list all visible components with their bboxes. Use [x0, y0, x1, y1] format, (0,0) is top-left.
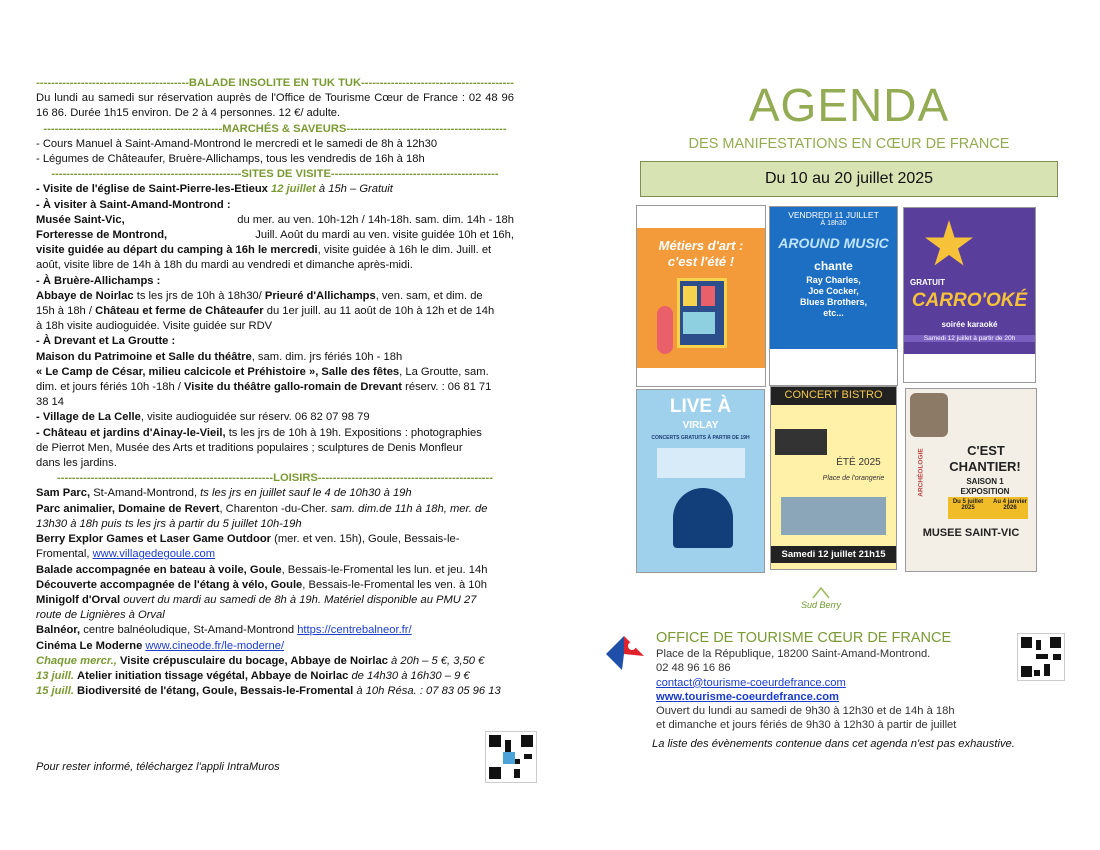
loisir-parc: Parc animalier, Domaine de Revert, Charenton -du-Cher. sam. dim.de 11h à 18h, mer. de [36, 502, 488, 515]
poster-line: chante [814, 259, 853, 273]
loisir-berry-line2: Fromental, www.villagedegoule.com [36, 548, 216, 561]
poster-sub: CONCERTS GRATUITS À PARTIR DE 19H [651, 435, 750, 441]
visit-musee: Musée Saint-Vic, du mer. au ven. 10h-12h / 14h-18h. sam. dim. 14h - 18h [36, 213, 514, 226]
loisir-balneor: Balnéor, centre balnéoludique, St-Amand-Montrond https://centrebalneor.fr/ [36, 624, 412, 637]
office-phone: 02 48 96 16 86 [656, 662, 731, 675]
office-website-link[interactable]: www.tourisme-coeurdefrance.com [656, 690, 839, 703]
poster-around-music [769, 206, 898, 386]
poster-date: VENDREDI 11 JUILLET [788, 210, 879, 220]
date-range: Du 10 au 20 juillet 2025 [764, 170, 934, 187]
visit-chateaufer-line2: à 18h visite audioguidée. Visite guidée sur RDV [36, 320, 273, 333]
poster-metiers-d-art [636, 205, 766, 387]
loisir-velo: Découverte accompagnée de l'étang à vélo, Goule, Bessais-le-Fromental les ven. à 10h [36, 578, 487, 591]
poster-place: Place de l'orangerie [822, 475, 885, 482]
visit-chateaufer: 15h à 18h / Château et ferme de Châteaufer du 1er juill. au 11 août de 10h à 12h et de 14h [36, 305, 495, 318]
poster-title: CARRO'OKÉ [911, 290, 1028, 311]
poster-title: AROUND MUSIC [778, 235, 889, 251]
marche-item: - Légumes de Châteaufer, Bruère-Allichamps, tous les vendredis de 16h à 18h [36, 153, 425, 166]
poster-from: Du 5 juillet 2025 [952, 499, 984, 511]
office-email-link[interactable]: contact@tourisme-coeurdefrance.com [656, 676, 846, 689]
office-tourisme-logo [602, 632, 648, 672]
goule-link[interactable]: www.villagedegoule.com [92, 548, 216, 561]
visit-maison: Maison du Patrimoine et Salle du théâtre, sam. dim. jrs fériés 10h - 18h [36, 350, 403, 363]
poster-date: Samedi 12 juillet 21h15 [771, 546, 896, 563]
agenda-title: AGENDA [748, 79, 950, 131]
poster-line: Blues Brothers, [799, 297, 868, 307]
subsection-title: - À Bruère-Allichamps : [36, 274, 161, 287]
office-address: Place de la République, 18200 Saint-Amand-Montrond. [656, 648, 931, 660]
subsection-title: - À visiter à Saint-Amand-Montrond : [36, 198, 231, 211]
loisir-berry: Berry Explor Games et Laser Game Outdoor (mer. et ven. 15h), Goule, Bessais-le- [36, 533, 460, 546]
visit-theatre: dim. et jours fériés 10h -18h / Visite du théâtre gallo-romain de Drevant réserv. : 06 81 71 [36, 381, 492, 394]
tuktuk-text: Du lundi au samedi sur réservation auprès de l'Office de Tourisme Cœur de France : 02 48 96 16 86. Durée 1h15 environ. De 2 à 4 personnes. 12 €/ adulte. [36, 92, 514, 120]
section-header-sites: ---------------------------------------------------SITES DE VISITE--------------------------------------------- [51, 168, 499, 181]
poster-season: SAISON 1 [966, 477, 1004, 486]
poster-museum: MUSEE SAINT-VIC [922, 527, 1020, 539]
office-qr-code [1017, 633, 1065, 681]
section-header-loisirs: ----------------------------------------------------------LOISIRS----------------------------------------------- [57, 472, 493, 485]
poster-to: Au 4 janvier 2026 [992, 499, 1027, 511]
loisir-minigolf: Minigolf d'Orval ouvert du mardi au samedi de 8h à 19h. Matériel disponible au PMU 27 [36, 593, 477, 606]
poster-concert-bistro [770, 386, 897, 570]
left-column [36, 76, 514, 699]
event-tissage: 13 juill. Atelier initiation tissage végétal, Abbaye de Noirlac de 14h30 à 16h30 – 9 € [36, 669, 470, 682]
office-hours: et dimanche et jours fériés de 9h30 à 12h30 à partir de juillet [656, 719, 957, 732]
poster-title: CHANTIER! [949, 459, 1021, 474]
poster-line: c'est l'été ! [667, 254, 735, 269]
section-header-tuktuk: -----------------------------------------BALADE INSOLITE EN TUK TUK----------------------------------------- [36, 77, 514, 89]
poster-live-virlay [636, 389, 765, 573]
svg-text:Sud Berry: Sud Berry [800, 600, 842, 610]
poster-line: Métiers d'art : [658, 238, 744, 253]
marche-item: - Cours Manuel à Saint-Amand-Montrond le mercredi et le samedi de 8h à 12h30 [36, 137, 438, 150]
disclaimer-note: La liste des évènements contenue dans cet agenda n'est pas exhaustive. [652, 737, 1015, 750]
visit-noirlac: Abbaye de Noirlac ts les jrs de 10h à 18h30/ Prieuré d'Allichamps, ven. sam, et dim. de [36, 289, 483, 302]
poster-date: Samedi 12 juillet à partir de 20h [904, 335, 1035, 342]
loisir-bateau: Balade accompagnée en bateau à voile, Goule, Bessais-le-Fromental les lun. et jeu. 14h [36, 563, 488, 576]
loisir-cinema: Cinéma Le Moderne www.cineode.fr/le-moderne/ [36, 639, 285, 652]
section-header-marches: ------------------------------------------------MARCHÉS & SAVEURS------------------------------------------- [43, 122, 507, 135]
poster-line: Ray Charles, [806, 275, 861, 285]
intramuros-qr-code [485, 731, 537, 783]
poster-season: ÉTÉ 2025 [836, 457, 881, 468]
visit-theatre-line2: 38 14 [36, 396, 64, 409]
poster-free: GRATUIT [910, 278, 945, 287]
poster-title: C'EST [967, 443, 1005, 458]
visit-ainay-line2: de Pierrot Men, Musée des Arts et traditions populaires ; sculptures de Denis Monfleur [36, 441, 463, 454]
poster-line: Joe Cocker, [808, 286, 859, 296]
agenda-subtitle: DES MANIFESTATIONS EN CŒUR DE FRANCE [688, 136, 1010, 152]
visit-forteresse-line3: août, visite libre de 14h à 18h du mardi au vendredi et dimanche après-midi. [36, 259, 413, 272]
poster-cest-le-chantier [905, 388, 1037, 572]
poster-expo: EXPOSITION [960, 487, 1010, 496]
poster-sub: soirée karaoké [941, 320, 998, 329]
poster-carrooke [903, 207, 1036, 383]
balneor-link[interactable]: https://centrebalneor.fr/ [297, 624, 412, 637]
subsection-title: - À Drevant et La Groutte : [36, 335, 176, 348]
office-info [652, 629, 1015, 751]
office-title: OFFICE DE TOURISME CŒUR DE FRANCE [656, 630, 952, 646]
office-hours: Ouvert du lundi au samedi de 9h30 à 12h30 et de 14h à 18h [656, 705, 955, 718]
visit-forteresse: Forteresse de Montrond, Juill. Août du mardi au ven. visite guidée 10h et 16h, [36, 229, 514, 242]
visit-ainay-line3: dans les jardins. [36, 457, 117, 470]
visit-forteresse-line2: visite guidée au départ du camping à 16h le mercredi, visite guidée à 16h le dim. Juill. et [36, 244, 492, 257]
event-etang: 15 juill. Biodiversité de l'étang, Goule, Bessais-le-Fromental à 10h Résa. : 07 83 05 96 13 [36, 685, 501, 698]
poster-time: À 18h30 [820, 220, 847, 227]
loisir-parc-line2: 13h30 à 18h puis ts les jrs à partir du 5 juillet 10h-19h [36, 517, 302, 530]
loisir-minigolf-line2: route de Lignières à Orval [36, 609, 165, 622]
date-range-banner [640, 161, 1058, 197]
poster-title: LIVE À [669, 396, 732, 417]
visit-celle: - Village de La Celle, visite audioguidée sur réserv. 06 82 07 98 79 [36, 411, 370, 424]
poster-title: CONCERT BISTRO [784, 389, 883, 401]
poster-place: VIRLAY [682, 420, 719, 431]
sud-berry-logo [793, 584, 849, 616]
event-bocage: Chaque mercr., Visite crépusculaire du bocage, Abbaye de Noirlac à 20h – 5 €, 3,50 € [36, 654, 485, 667]
visit-camp: « Le Camp de César, milieu calcicole et Préhistoire », Salle des fêtes, La Groutte, sam. [36, 365, 489, 378]
poster-side: ARCHÉOLOGIE [917, 448, 925, 497]
cinema-link[interactable]: www.cineode.fr/le-moderne/ [145, 639, 285, 652]
intramuros-note: Pour rester informé, téléchargez l'appli IntraMuros [36, 761, 280, 773]
poster-line: etc... [823, 308, 844, 318]
loisir-samparc: Sam Parc, St-Amand-Montrond, ts les jrs en juillet sauf le 4 de 10h30 à 19h [36, 487, 412, 500]
visit-eglise: - Visite de l'église de Saint-Pierre-les-Etieux 12 juillet à 15h – Gratuit [36, 183, 393, 196]
visit-ainay: - Château et jardins d'Ainay-le-Vieil, ts les jrs de 10h à 19h. Expositions : photographies [36, 426, 482, 439]
